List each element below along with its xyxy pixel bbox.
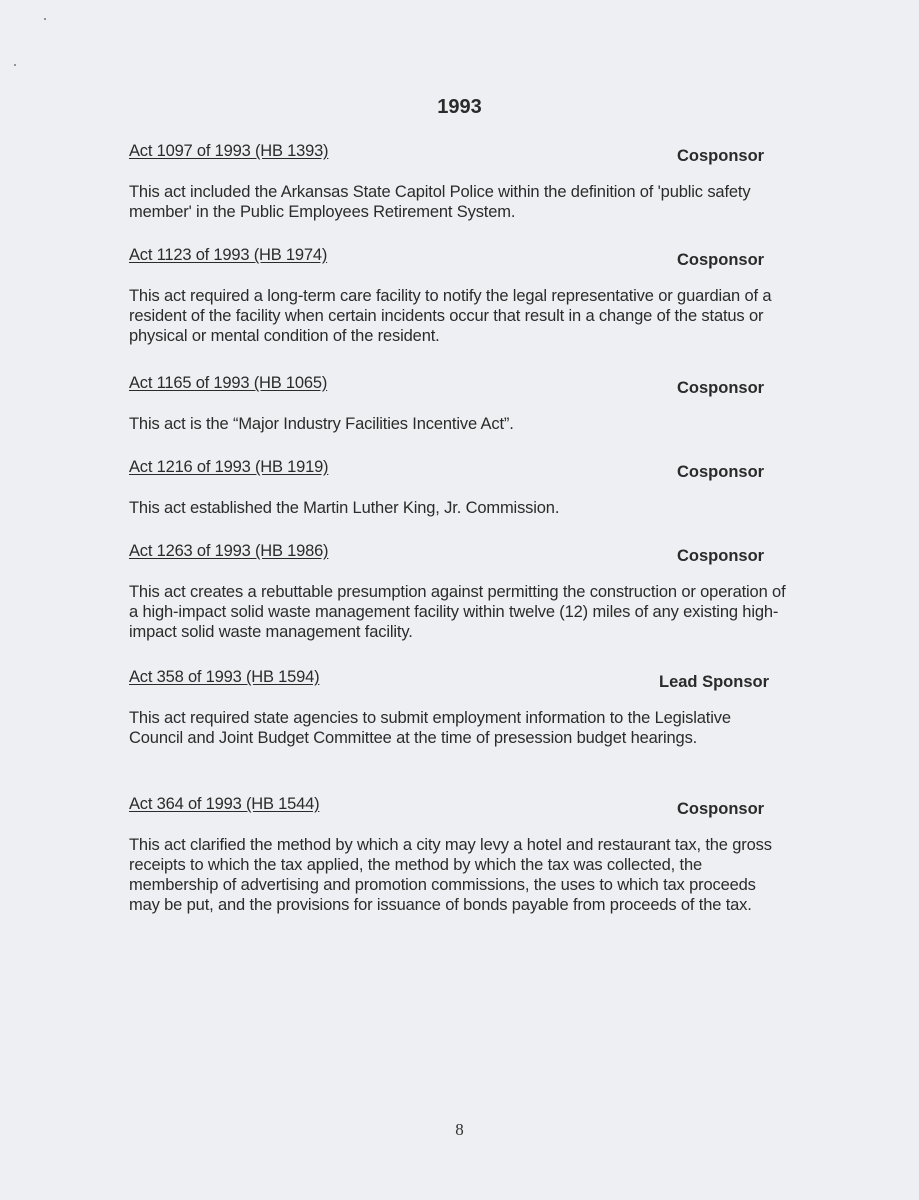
year-heading: 1993 — [437, 96, 482, 118]
act-description: This act included the Arkansas State Capitol Police within the definition of 'public safety member' in the Public Employees Retirement System. — [129, 183, 751, 221]
sponsor-role: Cosponsor — [677, 800, 765, 818]
sponsor-role: Cosponsor — [677, 251, 765, 269]
sponsor-role: Cosponsor — [677, 547, 765, 565]
act-title: Act 358 of 1993 (HB 1594) — [129, 668, 320, 686]
act-title: Act 364 of 1993 (HB 1544) — [129, 795, 320, 813]
act-entry — [129, 142, 789, 222]
page-number: 8 — [455, 1120, 464, 1139]
act-description: This act required a long-term care facility to notify the legal representative or guardian of a resident of the facility when certain incidents occur that result in a change of the status or physical or mental condition of the resident. — [129, 287, 772, 345]
act-description: This act required state agencies to submit employment information to the Legislative Council and Joint Budget Committee at the time of presession budget hearings. — [129, 709, 731, 747]
act-title: Act 1165 of 1993 (HB 1065) — [129, 374, 328, 392]
act-entry — [129, 458, 789, 518]
act-description: This act clarified the method by which a city may levy a hotel and restaurant tax, the gross receipts to which the tax applied, the method by which the tax was collected, the membership of advertising and promotion commissions, the uses to which tax proceeds may be put, and the provisions for issuance of bonds payable from proceeds of the tax. — [129, 836, 772, 914]
act-title: Act 1216 of 1993 (HB 1919) — [129, 458, 329, 476]
act-description: This act established the Martin Luther King, Jr. Commission. — [129, 499, 560, 517]
act-entry — [129, 246, 789, 346]
act-description: This act is the “Major Industry Facilities Incentive Act”. — [129, 415, 514, 433]
act-description: This act creates a rebuttable presumption against permitting the construction or operation of a high-impact solid waste management facility within twelve (12) miles of any existing high-impact solid waste management facility. — [129, 583, 786, 641]
act-title: Act 1263 of 1993 (HB 1986) — [129, 542, 329, 560]
scan-speck — [14, 64, 16, 66]
act-entry — [129, 374, 789, 434]
act-title: Act 1097 of 1993 (HB 1393) — [129, 142, 329, 160]
sponsor-role: Cosponsor — [677, 379, 765, 397]
act-entry — [129, 542, 789, 642]
sponsor-role: Cosponsor — [677, 463, 765, 481]
scan-speck — [44, 18, 46, 20]
act-entry — [129, 795, 789, 915]
sponsor-role: Lead Sponsor — [659, 673, 770, 691]
sponsor-role: Cosponsor — [677, 147, 765, 165]
act-title: Act 1123 of 1993 (HB 1974) — [129, 246, 328, 264]
act-entry — [129, 668, 789, 748]
